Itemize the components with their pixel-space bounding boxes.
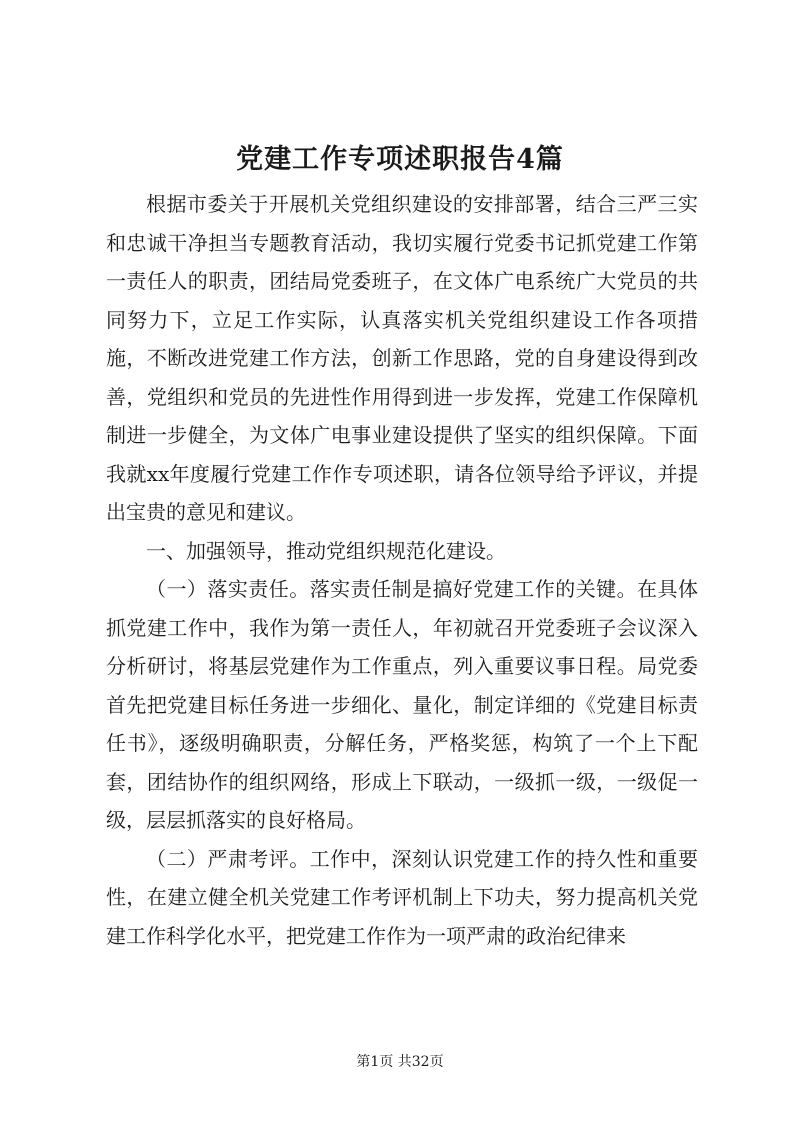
document-title: 党建工作专项述职报告4篇 (236, 144, 564, 175)
paragraph-responsibility: （一）落实责任。落实责任制是搞好党建工作的关键。在具体抓党建工作中，我作为第一责任人，年初就召开党委班子会议深入分析研讨，将基层党建作为工作重点，列入重要议事日程。局党委首先把党建目标任务进一步细化、量化，制定详细的《党建目标责任书》，逐级明确职责，分解任务，严格奖惩，构筑了一个上下配套，团结协作的组织网络，形成上下联动，一级抓一级，一级促一级，层层抓落实的良好格局。 (106, 577, 698, 832)
paragraph-section-heading: 一、加强领导，推动党组织规范化建设。 (146, 538, 506, 563)
page-number-label: 第1页 共32页 (356, 1054, 444, 1070)
paragraph-evaluation: （二）严肃考评。工作中，深刻认识党建工作的持久性和重要性，在建立健全机关党建工作考评机制上下功夫，努力提高机关党建工作科学化水平，把党建工作作为一项严肃的政治纪律来 (106, 846, 698, 948)
page-footer (0, 1052, 800, 1072)
document-body (106, 185, 698, 955)
paragraph-intro: 根据市委关于开展机关党组织建设的安排部署，结合三严三实和忠诚干净担当专题教育活动，我切实履行党委书记抓党建工作第一责任人的职责，团结局党委班子，在文体广电系统广大党员的共同努力下，立足工作实际，认真落实机关党组织建设工作各项措施，不断改进党建工作方法，创新工作思路，党的自身建设得到改善，党组织和党员的先进性作用得到进一步发挥，党建工作保障机制进一步健全，为文体广电事业建设提供了坚实的组织保障。下面我就xx年度履行党建工作作专项述职，请各位领导给予评议，并提出宝贵的意见和建议。 (106, 192, 698, 524)
